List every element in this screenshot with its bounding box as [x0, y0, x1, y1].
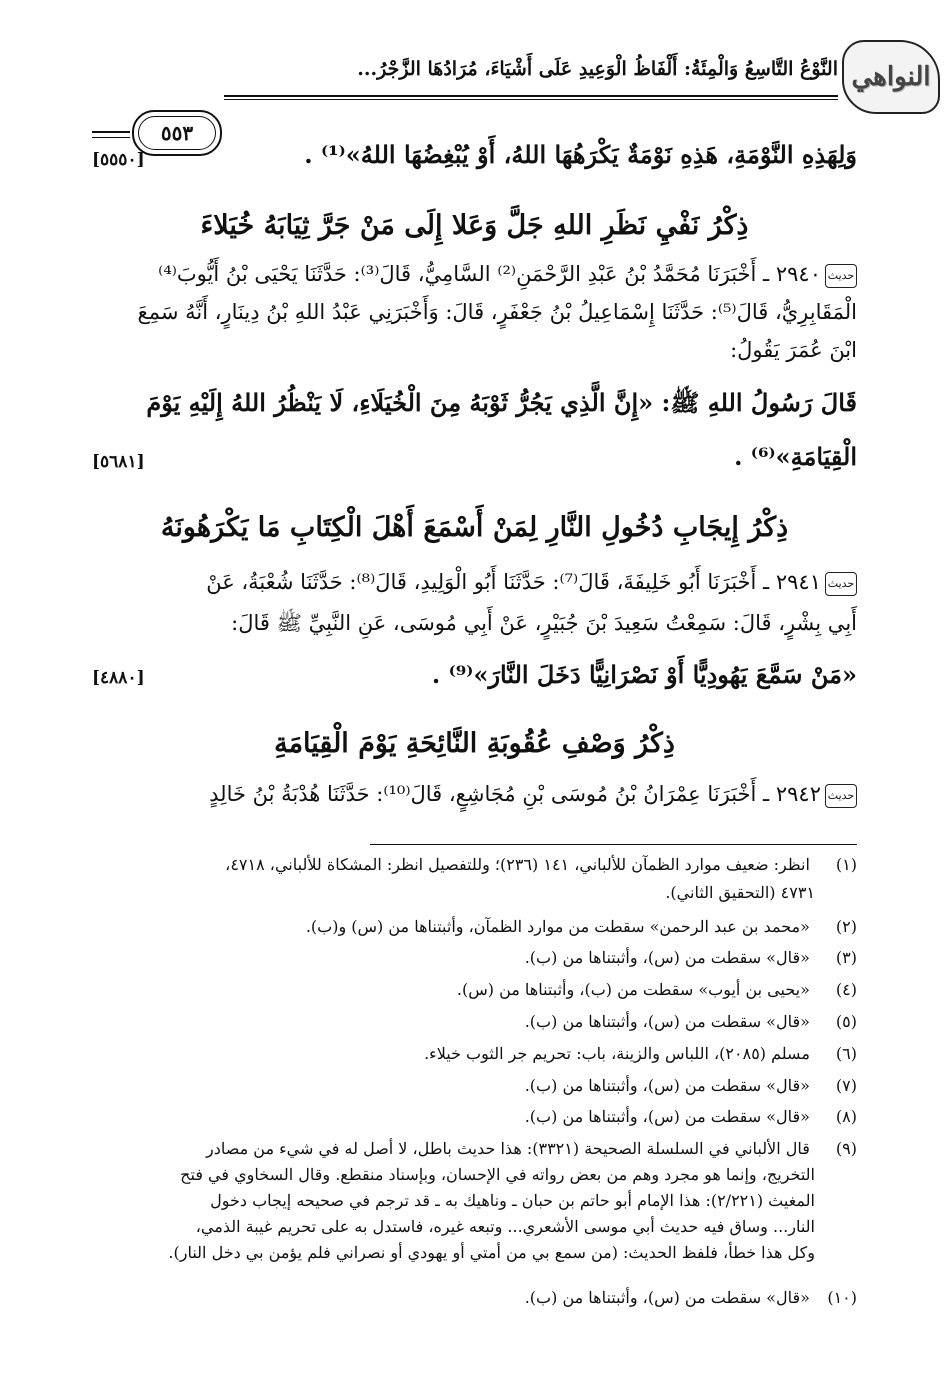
footnote: [92, 917, 857, 936]
hadith-marker-icon: حديث: [825, 572, 857, 596]
isnad-text: ٢٩٤٠ ـ أَخْبَرَنَا مُحَمَّدُ بْنُ عَبْدِ الرَّحْمَنِ⁽²⁾ السَّامِيُّ، قَالَ⁽³⁾: حَدَّثَنَا يَحْيَى بْنُ أَيُّوبَ⁽⁴⁾: [158, 262, 821, 286]
footnote-number: (٥): [835, 1012, 857, 1031]
running-head: النَّوْعُ التَّاسِعُ وَالْمِئَةُ: أَلْفَاظُ الْوَعِيدِ عَلَى أَشْيَاءَ، مُرَادُهَا الزَّجْرُ...: [357, 58, 838, 80]
footnote-text: «محمد بن عبد الرحمن» سقطت من موارد الظمآن، وأثبتناها من (س) و(ب).: [305, 917, 810, 936]
footnote: [92, 948, 857, 967]
footnote: [92, 855, 857, 874]
footnote-continuation: وكل هذا خطأ، فلفظ الحديث: (من سمع بي من أمتي أو يهودي أو نصراني فلم يؤمن بي دخل النار).: [168, 1243, 815, 1262]
footnote-text: مسلم (٢٠٨٥)، اللباس والزينة، باب: تحريم جر الثوب خيلاء.: [424, 1044, 810, 1063]
section-heading: ذِكْرُ وَصْفِ عُقُوبَةِ النَّائِحَةِ يَوْمَ الْقِيَامَةِ: [274, 728, 675, 759]
footnote: [92, 1107, 857, 1126]
footnote-text: انظر: ضعيف موارد الظمآن للألباني، ١٤١ (٢٣٦)؛ وللتفصيل انظر: المشكاة للألباني، ٤٧١٨،: [225, 855, 810, 874]
page-number-frame: [92, 74, 232, 145]
isnad-line: أَبِي بِشْرٍ، قَالَ: سَمِعْتُ سَعِيدَ بْنَ جُبَيْرٍ، عَنْ أَبِي مُوسَى، عَنِ النَّبِيِّ ﷺ قَالَ:: [231, 611, 857, 635]
footnote: [92, 1076, 857, 1095]
page-number-outer: [132, 110, 222, 156]
isnad-line: الْمَقَابِرِيُّ، قَالَ⁽⁵⁾: حَدَّثَنَا إِسْمَاعِيلُ بْنُ جَعْفَرٍ، قَالَ: وَأَخْبَرَنِي عَبْدُ اللهِ بْنُ دِينَارٍ، أَنَّهُ سَمِعَ: [137, 300, 857, 324]
footnote-rule: [370, 844, 857, 845]
footnote: [92, 980, 857, 999]
footnote-number: (٦): [835, 1044, 857, 1063]
header-rule: [224, 95, 838, 97]
footnote-continuation: ٤٧٣١ (التحقيق الثاني).: [665, 883, 815, 902]
isnad-text: ٢٩٤٢ ـ أَخْبَرَنَا عِمْرَانُ بْنُ مُوسَى بْنِ مُجَاشِعٍ، قَالَ⁽¹⁰⁾: حَدَّثَنَا هُدْبَةُ بْنُ خَالِدٍ: [209, 782, 821, 806]
hadith-marker-icon: حديث: [825, 784, 857, 808]
footnote-number: (٧): [835, 1076, 857, 1095]
footnote-number: (٩): [835, 1139, 857, 1158]
section-heading: ذِكْرُ إِيجَابِ دُخُولِ النَّارِ لِمَنْ أَسْمَعَ أَهْلَ الْكِتَابِ مَا يَكْرَهُونَهُ: [160, 512, 789, 543]
footnote-text: «قال» سقطت من (س)، وأثبتناها من (ب).: [524, 1288, 810, 1307]
footnote-text: «قال» سقطت من (س)، وأثبتناها من (ب).: [524, 1076, 810, 1095]
page-number-left-rule-thin: [92, 137, 130, 138]
reference-number: [٤٨٨٠]: [92, 668, 145, 688]
footnote-number: (٢): [835, 917, 857, 936]
top-line: وَلِهَذِهِ النَّوْمَةِ، هَذِهِ نَوْمَةٌ يَكْرَهُهَا اللهُ، أَوْ يُبْغِضُهَا اللهُ»⁽¹⁾ .: [304, 140, 857, 169]
reference-number: [٥٥٥٠]: [92, 150, 145, 170]
matn-line: قَالَ رَسُولُ اللهِ ﷺ: «إِنَّ الَّذِي يَجُرُّ ثَوْبَهُ مِنَ الْخُيَلَاءِ، لَا يَنْظُرُ اللهُ إِلَيْهِ يَوْمَ: [146, 388, 857, 417]
matn-line: الْقِيَامَةِ»⁽⁶⁾ .: [734, 442, 857, 471]
footnote-text: «قال» سقطت من (س)، وأثبتناها من (ب).: [524, 1107, 810, 1126]
footnote-continuation: التخريج، وإنما هو مجرد وهم من بعض رواته في الإحسان، وبإسناد منقطع. وقال السخاوي في فتح: [180, 1165, 815, 1184]
footnote-text: «قال» سقطت من (س)، وأثبتناها من (ب).: [524, 948, 810, 967]
header-rule-thin: [224, 99, 838, 100]
footnote-text: قال الألباني في السلسلة الصحيحة (٣٣٢١): هذا حديث باطل، لا أصل له في شيء من مصادر: [206, 1139, 810, 1158]
footnote-number: (١): [835, 855, 857, 874]
page-number-left-rule: [92, 131, 130, 133]
footnote-number: (١٠): [827, 1288, 857, 1307]
section-heading: ذِكْرُ نَفْيِ نَظَرِ اللهِ جَلَّ وَعَلا إِلَى مَنْ جَرَّ ثِيَابَهُ خُيَلاءَ: [200, 210, 749, 241]
isnad-line: ابْنَ عُمَرَ يَقُولُ:: [730, 338, 857, 362]
isnad-text: ٢٩٤١ ـ أَخْبَرَنَا أَبُو خَلِيفَةَ، قَالَ⁽⁷⁾: حَدَّثَنَا أَبُو الْوَلِيدِ، قَالَ⁽⁸⁾: حَدَّثَنَا شُعْبَةُ، عَنْ: [206, 570, 821, 594]
footnote-number: (٨): [835, 1107, 857, 1126]
hadith-marker-icon: حديث: [825, 264, 857, 288]
isnad-line: [92, 262, 857, 288]
isnad-line: [92, 570, 857, 596]
footnote: [92, 1288, 857, 1307]
chapter-badge: النواهي: [842, 40, 940, 114]
footnote-text: «قال» سقطت من (س)، وأثبتناها من (ب).: [524, 1012, 810, 1031]
page-number: ٥٥٣: [138, 116, 216, 150]
footnote-number: (٤): [835, 980, 857, 999]
footnote: [92, 1044, 857, 1063]
footnote: [92, 1012, 857, 1031]
footnote-continuation: المغيث (٢/٢٢١): هذا الإمام أبو حاتم بن حبان ـ وناهيك به ـ قد ترجم في صحيحه إيجاب دخول: [210, 1191, 815, 1210]
matn-line: «مَنْ سَمَّعَ يَهُودِيًّا أَوْ نَصْرَانِيًّا دَخَلَ النَّارَ»⁽⁹⁾ .: [431, 660, 857, 689]
footnote-text: «يحيى بن أيوب» سقطت من (ب)، وأثبتناها من (س).: [456, 980, 810, 999]
footnote: [92, 1139, 857, 1158]
footnote-number: (٣): [835, 948, 857, 967]
footnote-continuation: النار... وساق فيه حديث أبي موسى الأشعري... وتبعه غيره، فاستدل به على تحريم غيبة الذمي،: [195, 1217, 815, 1236]
isnad-line: [92, 782, 857, 808]
reference-number: [٥٦٨١]: [92, 452, 145, 472]
